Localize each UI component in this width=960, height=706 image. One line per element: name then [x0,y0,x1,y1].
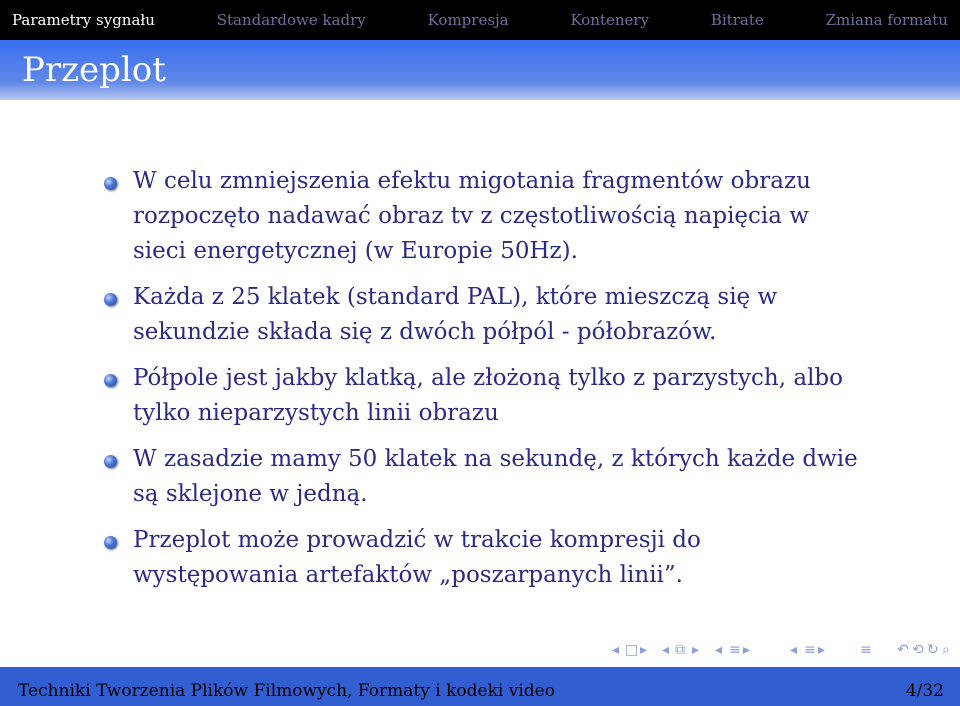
search-icon[interactable]: ⌕ [942,642,950,658]
nav-item-kontenery[interactable]: Kontenery [570,11,650,29]
back-icon[interactable]: ↶ [897,642,909,658]
bullet-text: Każda z 25 klatek (standard PAL), które mieszczą się w sekundzie składa się z dwóch półpól - półobrazów. [133,284,778,345]
bullet-item [104,280,864,350]
bullet-icon [104,536,117,549]
bullet-item [104,442,864,512]
bullet-item [104,361,864,431]
footer-bar [0,667,960,706]
undo-icon[interactable]: ⟲ [912,642,924,658]
nav-item-kompresja[interactable]: Kompresja [427,11,509,29]
page-number: 4/32 [905,681,944,701]
next-document-icon[interactable]: ▸ [818,642,826,658]
prev-frame-icon[interactable]: ◂ [612,642,620,658]
bullet-list [104,164,864,604]
slide-title-bar [0,40,960,100]
beamer-navigation-symbols [612,642,957,664]
document-icon[interactable]: ≡ [804,642,816,658]
prev-subsection-icon[interactable]: ◂ [662,642,670,658]
prev-section-icon[interactable]: ◂ [715,642,723,658]
bullet-icon [104,293,117,306]
next-subsection-icon[interactable]: ▸ [692,642,700,658]
redo-icon[interactable]: ↻ [927,642,939,658]
bullet-text: W celu zmniejszenia efektu migotania fragmentów obrazu rozpoczęto nadawać obraz tv z częstotliwością napięcia w sieci energetycznej (w Europie 50Hz). [133,168,811,264]
bullet-text: W zasadzie mamy 50 klatek na sekundę, z których każde dwie są sklejone w jedną. [133,446,858,507]
nav-item-bitrate[interactable]: Bitrate [710,11,764,29]
subsection-icon[interactable]: ⧉ [675,642,685,658]
next-frame-icon[interactable]: ▸ [640,642,648,658]
bullet-icon [104,455,117,468]
slide-title: Przeplot [22,50,166,90]
prev-document-icon[interactable]: ◂ [790,642,798,658]
nav-item-zmiana-formatu[interactable]: Zmiana formatu [825,11,948,29]
section-icon[interactable]: ≡ [729,642,741,658]
bullet-icon [104,374,117,387]
appendix-icon[interactable]: ≡ [860,642,872,658]
footer-title: Techniki Tworzenia Plików Filmowych, Formaty i kodeki video [18,681,555,701]
bullet-item [104,164,864,269]
bullet-item [104,523,864,593]
bullet-text: Półpole jest jakby klatką, ale złożoną tylko z parzystych, albo tylko nieparzystych linii obrazu [133,365,843,426]
nav-item-standardowe-kadry[interactable]: Standardowe kadry [216,11,366,29]
nav-item-parametry-sygnalu[interactable]: Parametry sygnału [12,11,155,29]
bullet-icon [104,177,117,190]
section-navigation [0,0,960,40]
next-section-icon[interactable]: ▸ [743,642,751,658]
bullet-text: Przeplot może prowadzić w trakcie kompresji do występowania artefaktów „poszarpanych linii”. [133,527,701,588]
frame-icon[interactable]: □ [625,642,639,658]
